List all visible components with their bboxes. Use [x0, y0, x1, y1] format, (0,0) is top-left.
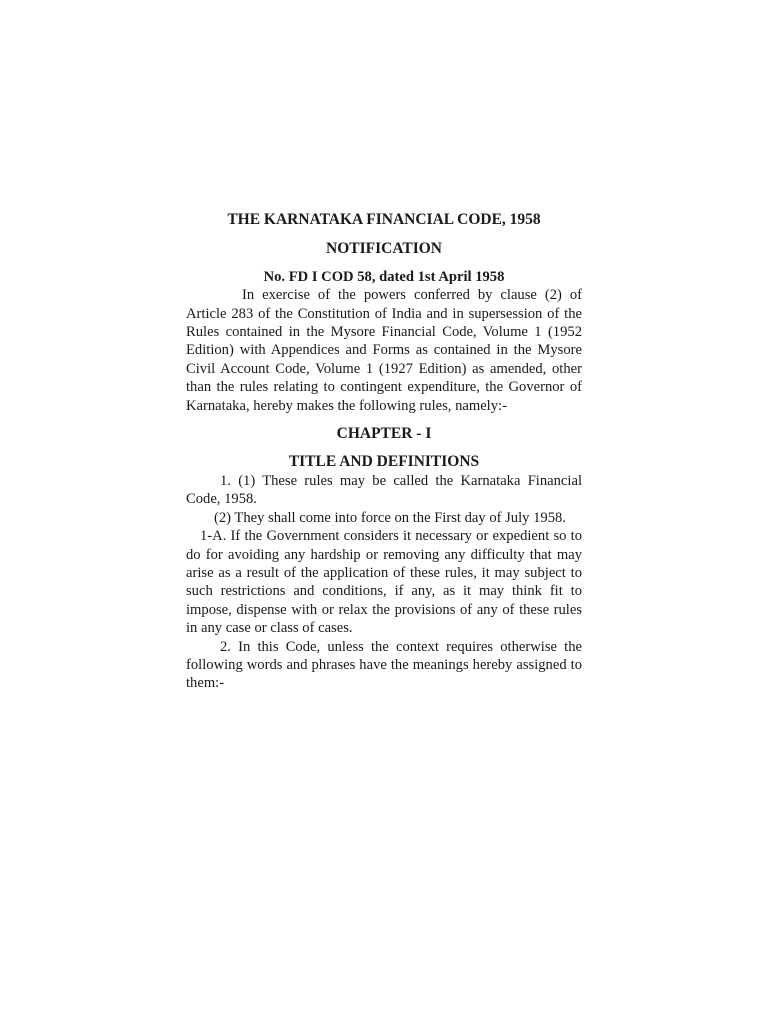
notification-heading: NOTIFICATION [326, 240, 442, 258]
rule-1-2-paragraph: (2) They shall come into force on the First day of July 1958. [214, 509, 566, 526]
rule-1a-paragraph: 1-A. If the Government considers it necessary or expedient so to do for avoiding any hardship or removing any difficulty that may arise as a result of the application of these rules, it may subject to such restrictions and conditions, if any, as it may think fit to impose, dispense with or relax the provisions of any of these rules in any case or class of cases. [186, 528, 582, 637]
notification-number: No. FD I COD 58, dated 1st April 1958 [263, 268, 505, 285]
document-title: THE KARNATAKA FINANCIAL CODE, 1958 [227, 211, 541, 228]
document-page [186, 211, 582, 693]
rule-1-1-paragraph: 1. (1) These rules may be called the Karnataka Financial Code, 1958. [186, 472, 582, 508]
rule-2-paragraph: 2. In this Code, unless the context requires otherwise the following words and phrases have the meanings hereby assigned to them:- [186, 638, 582, 692]
chapter-heading: CHAPTER - I [336, 425, 432, 443]
chapter-title: TITLE AND DEFINITIONS [288, 453, 480, 471]
preamble-paragraph: In exercise of the powers conferred by clause (2) of Article 283 of the Constitution of India and in supersession of the Rules contained in the Mysore Financial Code, Volume 1 (1952 Edition) with Appendices and Forms as contained in the Mysore Civil Account Code, Volume 1 (1927 Edition) as amended, other than the rules relating to contingent expenditure, the Governor of Karnataka, hereby makes the following rules, namely:- [186, 287, 582, 414]
